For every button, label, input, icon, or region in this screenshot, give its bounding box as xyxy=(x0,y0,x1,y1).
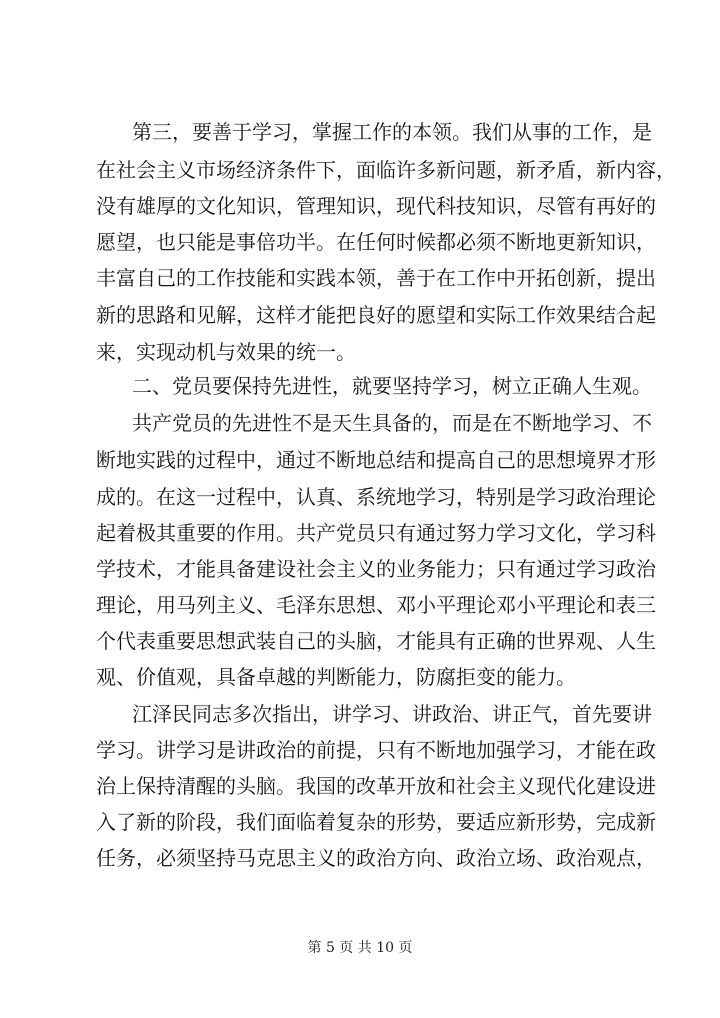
text-line: 在社会主义市场经济条件下，面临许多新问题，新矛盾，新内容， xyxy=(96,158,676,182)
page-footer: 第 5 页 共 10 页 xyxy=(307,940,413,956)
text-line: 二、党员要保持先进性，就要坚持学习，树立正确人生观。 xyxy=(132,374,652,398)
text-line: 学技术，才能具备建设社会主义的业务能力；只有通过学习政治 xyxy=(96,557,656,581)
text-line: 治上保持清醒的头脑。我国的改革开放和社会主义现代化建设进 xyxy=(96,774,656,798)
text-line: 任务，必须坚持马克思主义的政治方向、政治立场、政治观点， xyxy=(96,846,656,870)
text-line: 入了新的阶段，我们面临着复杂的形势，要适应新形势，完成新 xyxy=(96,810,656,834)
text-line: 没有雄厚的文化知识，管理知识，现代科技知识，尽管有再好的 xyxy=(96,194,656,218)
text-line: 来，实现动机与效果的统一。 xyxy=(96,340,356,364)
text-line: 成的。在这一过程中，认真、系统地学习，特别是学习政治理论 xyxy=(96,485,656,509)
text-line: 学习。讲学习是讲政治的前提，只有不断地加强学习，才能在政 xyxy=(96,738,656,762)
text-line: 共产党员的先进性不是天生具备的，而是在不断地学习、不 xyxy=(132,411,652,435)
text-line: 断地实践的过程中，通过不断地总结和提高自己的思想境界才形 xyxy=(96,448,656,472)
text-line: 个代表重要思想武装自己的头脑，才能具有正确的世界观、人生 xyxy=(96,629,656,653)
text-line: 丰富自己的工作技能和实践本领，善于在工作中开拓创新，提出 xyxy=(96,266,656,290)
text-line: 理论，用马列主义、毛泽东思想、邓小平理论邓小平理论和表三 xyxy=(96,593,656,617)
text-line: 江泽民同志多次指出，讲学习、讲政治、讲正气，首先要讲 xyxy=(132,702,652,726)
text-line: 观、价值观，具备卓越的判断能力，防腐拒变的能力。 xyxy=(96,665,576,689)
text-line: 新的思路和见解，这样才能把良好的愿望和实际工作效果结合起 xyxy=(96,303,656,327)
text-line: 愿望，也只能是事倍功半。在任何时候都必须不断地更新知识， xyxy=(96,230,656,254)
text-line: 起着极其重要的作用。共产党员只有通过努力学习文化，学习科 xyxy=(96,521,656,545)
text-line: 第三，要善于学习，掌握工作的本领。我们从事的工作，是 xyxy=(132,120,652,144)
